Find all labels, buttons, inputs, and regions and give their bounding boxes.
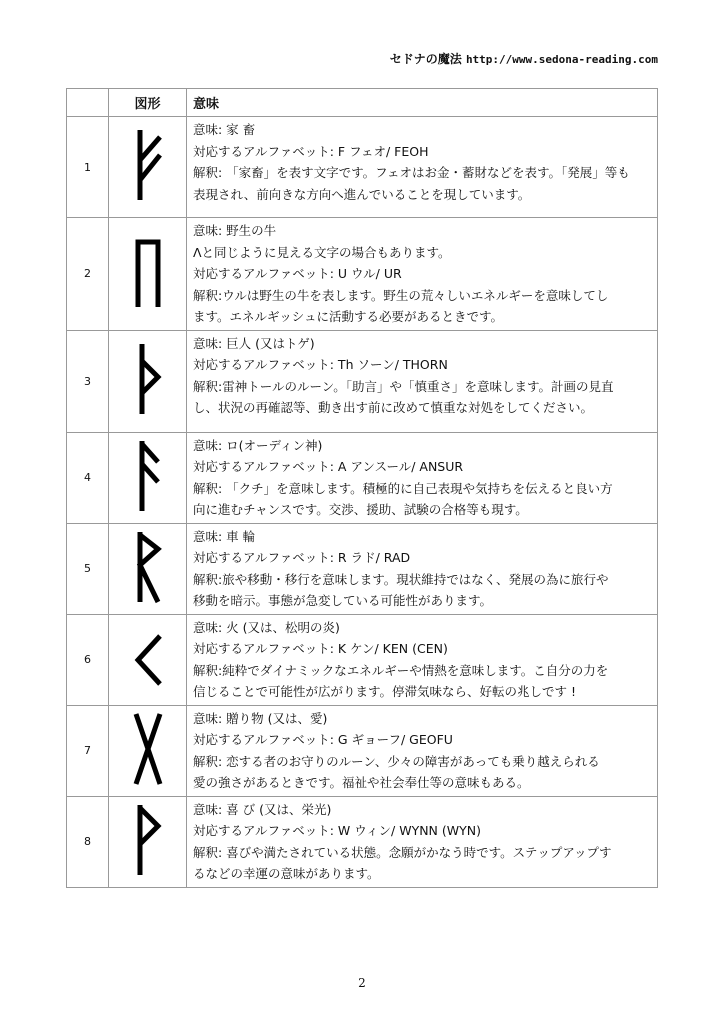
table-row: [67, 218, 658, 331]
meaning-line: 信じることで可能性が広がります。停滞気味なら、好転の兆しです !: [193, 684, 576, 699]
table-row: [67, 117, 658, 218]
table-row: [67, 796, 658, 887]
meaning-line: るなどの幸運の意味があります。: [193, 866, 380, 881]
meaning-line: 解釈: 恋する者のお守りのルーン、少々の障害があっても乗り越えられる: [193, 753, 600, 769]
meaning-line: 意味: ロ(オーディン神): [193, 437, 323, 453]
meaning-line: 対応するアルファベット: R ラド/ RAD: [193, 550, 411, 565]
meaning-line: 解釈:ウルは野生の牛を表します。野生の荒々しいエネルギーを意味してし: [193, 287, 609, 303]
meaning-line: 解釈:純粋でダイナミックなエネルギーや情熱を意味します。こ自分の力を: [193, 662, 609, 678]
thurisaz-rune-icon: [128, 339, 168, 419]
meaning-line: 解釈: 「クチ」を意味します。積極的に自己表現や気持ちを伝えると良い方: [193, 480, 613, 496]
meaning-cell: [187, 117, 658, 218]
meaning-line: 意味: 火 (又は、松明の炎): [193, 619, 340, 635]
header-meaning: 意味: [187, 89, 658, 117]
meaning-cell: [187, 330, 658, 432]
meaning-line: ます。エネルギッシュに活動する必要があるときです。: [193, 309, 504, 324]
meaning-line: 移動を暗示。事態が急変している可能性があります。: [193, 593, 493, 608]
rune-cell: [109, 614, 187, 705]
row-number: 5: [67, 523, 109, 614]
site-url[interactable]: http://www.sedona-reading.com: [465, 53, 658, 66]
rune-cell: [109, 705, 187, 796]
rune-cell: [109, 117, 187, 218]
meaning-cell: [187, 218, 658, 331]
raidho-rune-icon: [128, 527, 168, 607]
meaning-line: 意味: 巨人 (又はトゲ): [193, 335, 315, 351]
row-number: 7: [67, 705, 109, 796]
rune-cell: [109, 330, 187, 432]
uruz-rune-icon: [128, 232, 168, 312]
rune-cell: [109, 432, 187, 523]
meaning-line: 解釈:旅や移動・移行を意味します。現状維持ではなく、発展の為に旅行や: [193, 571, 609, 587]
meaning-line: 対応するアルファベット: U ウル/ UR: [193, 266, 402, 281]
row-number: 4: [67, 432, 109, 523]
meaning-line: 対応するアルファベット: Th ソーン/ THORN: [193, 357, 448, 372]
meaning-line: 対応するアルファベット: A アンスール/ ANSUR: [193, 459, 464, 474]
table-row: [67, 705, 658, 796]
table-row: [67, 432, 658, 523]
meaning-line: Λと同じように見える文字の場合もあります。: [193, 244, 451, 260]
rune-table: [66, 88, 658, 888]
kaunan-rune-icon: [128, 618, 168, 698]
meaning-cell: [187, 705, 658, 796]
meaning-line: 意味: 家 畜: [193, 122, 256, 137]
meaning-cell: [187, 523, 658, 614]
header-figure: 図形: [109, 89, 187, 117]
header-number: [67, 89, 109, 117]
table-row: [67, 614, 658, 705]
meaning-line: 意味: 車 輪: [193, 528, 256, 544]
rune-cell: [109, 523, 187, 614]
row-number: 8: [67, 796, 109, 887]
meaning-line: 対応するアルファベット: F フェオ/ FEOH: [193, 143, 429, 159]
meaning-line: 向に進むチャンスです。交渉、援助、試験の合格等も現す。: [193, 502, 528, 517]
meaning-line: 対応するアルファベット: G ギョーフ/ GEOFU: [193, 732, 453, 747]
meaning-cell: [187, 432, 658, 523]
meaning-line: 解釈: 「家畜」を表す文字です。フェオはお金・蓄財などを表す。「発展」等も: [193, 165, 630, 180]
meaning-line: 解釈: 喜びや満たされている状態。念願がかなう時です。ステップアップす: [193, 844, 612, 860]
row-number: 1: [67, 117, 109, 218]
meaning-line: 意味: 贈り物 (又は、愛): [193, 710, 328, 726]
row-number: 3: [67, 330, 109, 432]
rune-cell: [109, 796, 187, 887]
meaning-cell: [187, 614, 658, 705]
row-number: 2: [67, 218, 109, 331]
rune-cell: [109, 218, 187, 331]
page-header: [390, 50, 658, 67]
meaning-line: 愛の強さがあるときです。福祉や社会奉仕等の意味もある。: [193, 775, 530, 790]
table-header-row: [67, 89, 658, 117]
gebo-rune-icon: [128, 709, 168, 789]
table-row: [67, 330, 658, 432]
meaning-line: 対応するアルファベット: K ケン/ KEN (CEN): [193, 641, 448, 656]
meaning-line: 意味: 喜 び (又は、栄光): [193, 801, 332, 817]
ansuz-rune-icon: [128, 436, 168, 516]
site-name: セドナの魔法: [389, 52, 462, 66]
row-number: 6: [67, 614, 109, 705]
meaning-line: 対応するアルファベット: W ウィン/ WYNN (WYN): [193, 823, 481, 838]
meaning-line: し、状況の再確認等、動き出す前に改めて慎重な対処をしてください。: [193, 400, 594, 415]
meaning-line: 表現され、前向きな方向へ進んでいることを現しています。: [193, 186, 531, 202]
meaning-cell: [187, 796, 658, 887]
meaning-line: 解釈:雷神トールのルーン。「助言」や「慎重さ」を意味します。計画の見直: [193, 378, 614, 394]
fehu-rune-icon: [128, 125, 168, 205]
page-number: 2: [358, 976, 366, 990]
table-row: [67, 523, 658, 614]
wunjo-rune-icon: [128, 800, 168, 880]
meaning-line: 意味: 野生の牛: [193, 223, 277, 238]
